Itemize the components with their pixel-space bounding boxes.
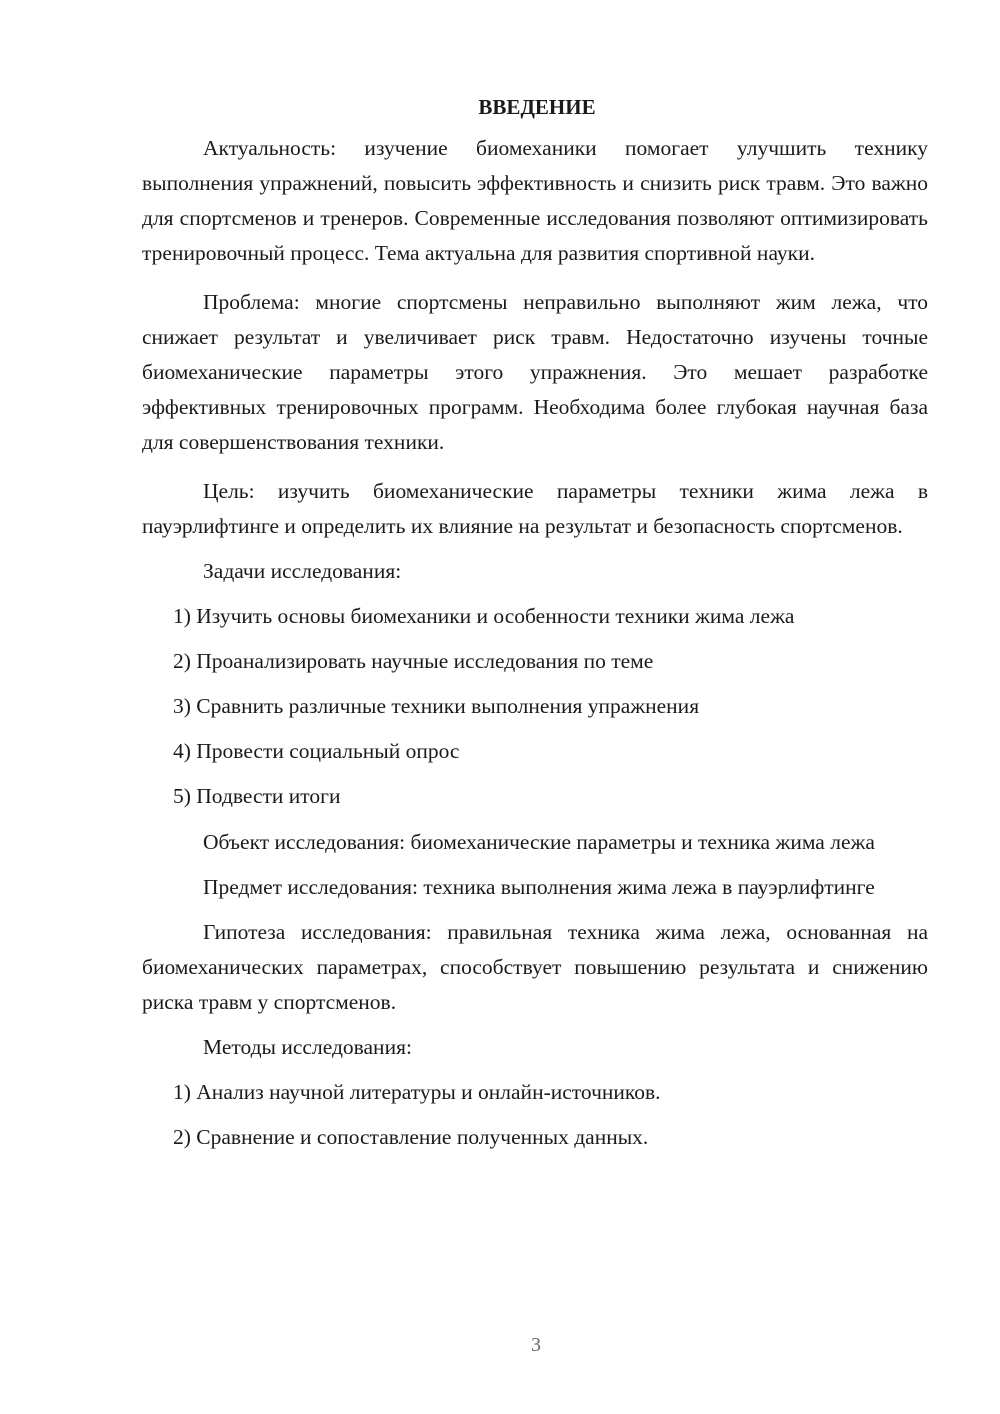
list-item: 1) Анализ научной литературы и онлайн-источников. — [173, 1080, 661, 1104]
list-item: 1) Изучить основы биомеханики и особенности техники жима лежа — [173, 604, 795, 628]
relevance-paragraph: Актуальность: изучение биомеханики помогает улучшить технику выполнения упражнений, повысить эффективность и снизить риск травм. Это важно для спортсменов и тренеров. Современные исследования позволяют оптимизировать тренировочный процесс. Тема актуальна для развития спортивной науки. — [142, 136, 928, 265]
object-paragraph: Объект исследования: биомеханические параметры и техника жима лежа — [203, 830, 875, 854]
list-item: 4) Провести социальный опрос — [173, 739, 460, 763]
document-page — [142, 90, 928, 1165]
list-item: 5) Подвести итоги — [173, 784, 341, 808]
section-heading: ВВЕДЕНИЕ — [478, 95, 596, 119]
list-item: 2) Сравнение и сопоставление полученных данных. — [173, 1125, 649, 1149]
methods-list — [142, 1075, 928, 1155]
list-item: 3) Сравнить различные техники выполнения упражнения — [173, 694, 700, 718]
hypothesis-paragraph: Гипотеза исследования: правильная техника жима лежа, основанная на биомеханических параметрах, способствует повышению результата и снижению риска травм у спортсменов. — [142, 920, 928, 1014]
methods-title: Методы исследования: — [203, 1035, 412, 1059]
page-number: 3 — [531, 1334, 541, 1356]
problem-paragraph: Проблема: многие спортсмены неправильно выполняют жим лежа, что снижает результат и увеличивает риск травм. Недостаточно изучены точные биомеханические параметры этого упражнения. Это мешает разработке эффективных тренировочных программ. Необходима более глубокая научная база для совершенствования техники. — [142, 290, 928, 454]
subject-paragraph: Предмет исследования: техника выполнения жима лежа в пауэрлифтинге — [203, 875, 875, 899]
list-item: 2) Проанализировать научные исследования по теме — [173, 649, 654, 673]
goal-paragraph: Цель: изучить биомеханические параметры техники жима лежа в пауэрлифтинге и определить их влияние на результат и безопасность спортсменов. — [142, 479, 928, 538]
tasks-title: Задачи исследования: — [203, 559, 402, 583]
tasks-list — [142, 599, 928, 814]
